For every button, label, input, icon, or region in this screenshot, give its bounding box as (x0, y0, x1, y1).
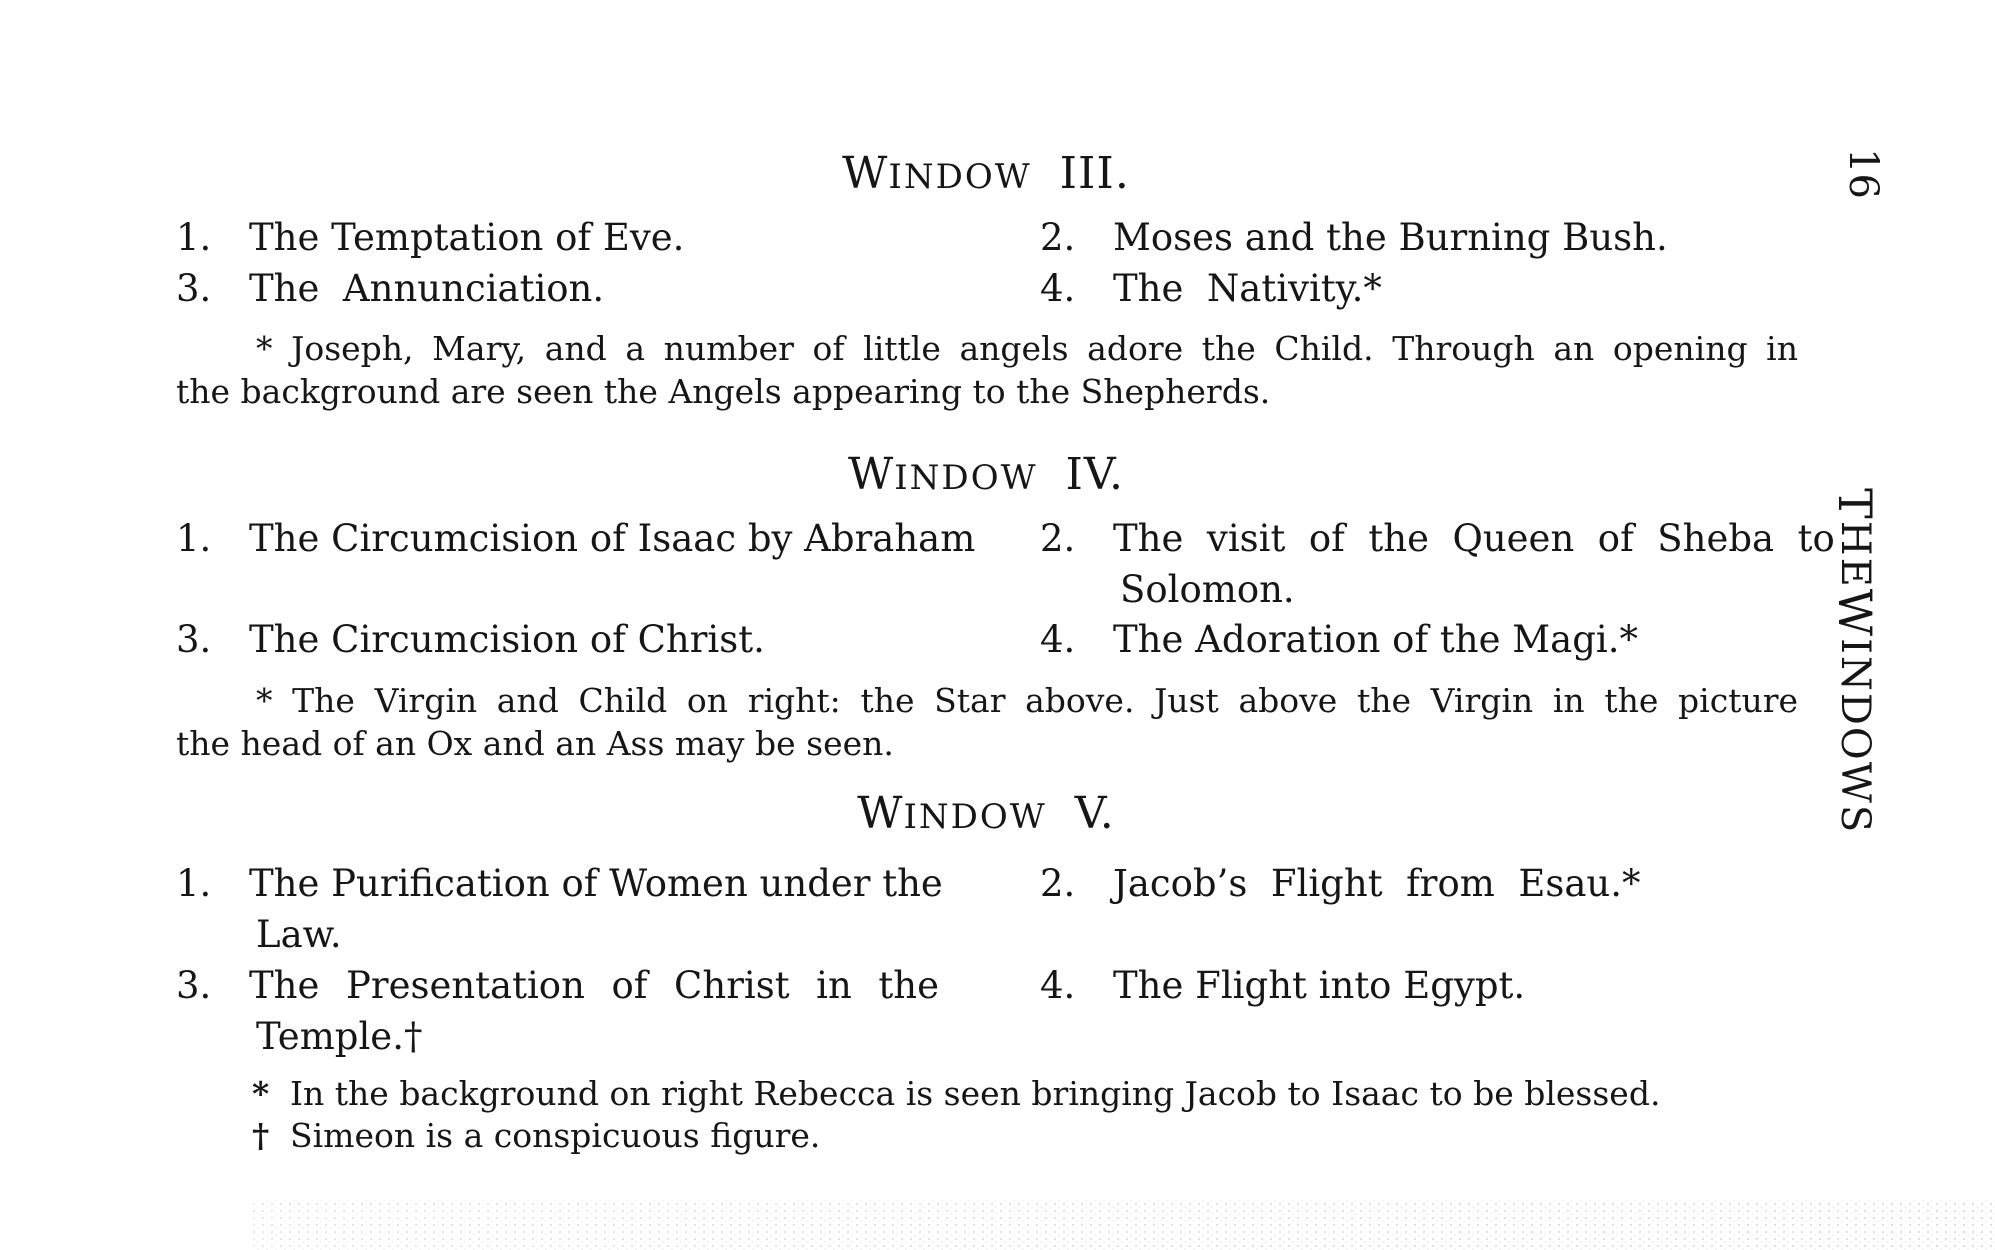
window-iv-item-2: 2. The visit of the Queen of Sheba to Solomon. (1040, 517, 1835, 611)
scan-corner-shading (1695, 1010, 1995, 1250)
window-iii-heading: WINDOW III. (842, 148, 1130, 199)
window-v-heading: WINDOW V. (857, 788, 1115, 839)
book-page: WINDOW III. 1. The Temptation of Eve. 2. Moses and the Burning Bush. 3. The Annunciation. 4. The Nativity.* * Joseph, Mary, and a number of little angels adore the Child. Through an opening in the background are seen the Angels appearing to the Shepherds. WINDOW IV. 1. The Circumcision of Isaac by Abraham 2. The visit of the Queen of Sheba to Solomon. 3. The Circumcision of Christ. 4. The Adoration of the Magi.* * The Virgin and Child on right: the Star above. Just above the Virgin in the picture the head of an Ox and an Ass may be seen. WINDOW V. 1. The Purification of Women under the Law. 2. Jacob’s Flight from Esau.* 3. The Presentation of Christ in the Temple.† 4. The Flight into Egypt. * In the background on right Rebecca is seen bringing Jacob to Isaac to be blessed. † Simeon is a conspicuous figure. 16 T HE W INDOWS (0, 0, 1995, 1250)
page-number: 16 (1840, 148, 1886, 199)
window-iii-footnote: * Joseph, Mary, and a number of little angels adore the Child. Through an opening in the background are seen the Angels appearing to the Shepherds. (176, 329, 1798, 411)
footnote-dagger: † Simeon is a conspicuous figure. (252, 1116, 821, 1155)
window-v-footnotes (252, 1073, 1660, 1157)
window-v-item-3: 3. The Presentation of Christ in the Temple.† (176, 964, 939, 1058)
footnote-asterisk: * In the background on right Rebecca is seen bringing Jacob to Isaac to be blessed. (252, 1074, 1661, 1113)
scan-speckle-bottom (0, 1160, 1995, 1250)
window-iv-footnote: * The Virgin and Child on right: the Star above. Just above the Virgin in the picture the head of an Ox and an Ass may be seen. (176, 681, 1798, 763)
window-v-item-1: 1. The Purification of Women under the Law. (176, 862, 943, 956)
window-iv-heading: WINDOW IV. (848, 449, 1124, 500)
running-head: T HE W INDOWS (1828, 488, 1882, 835)
